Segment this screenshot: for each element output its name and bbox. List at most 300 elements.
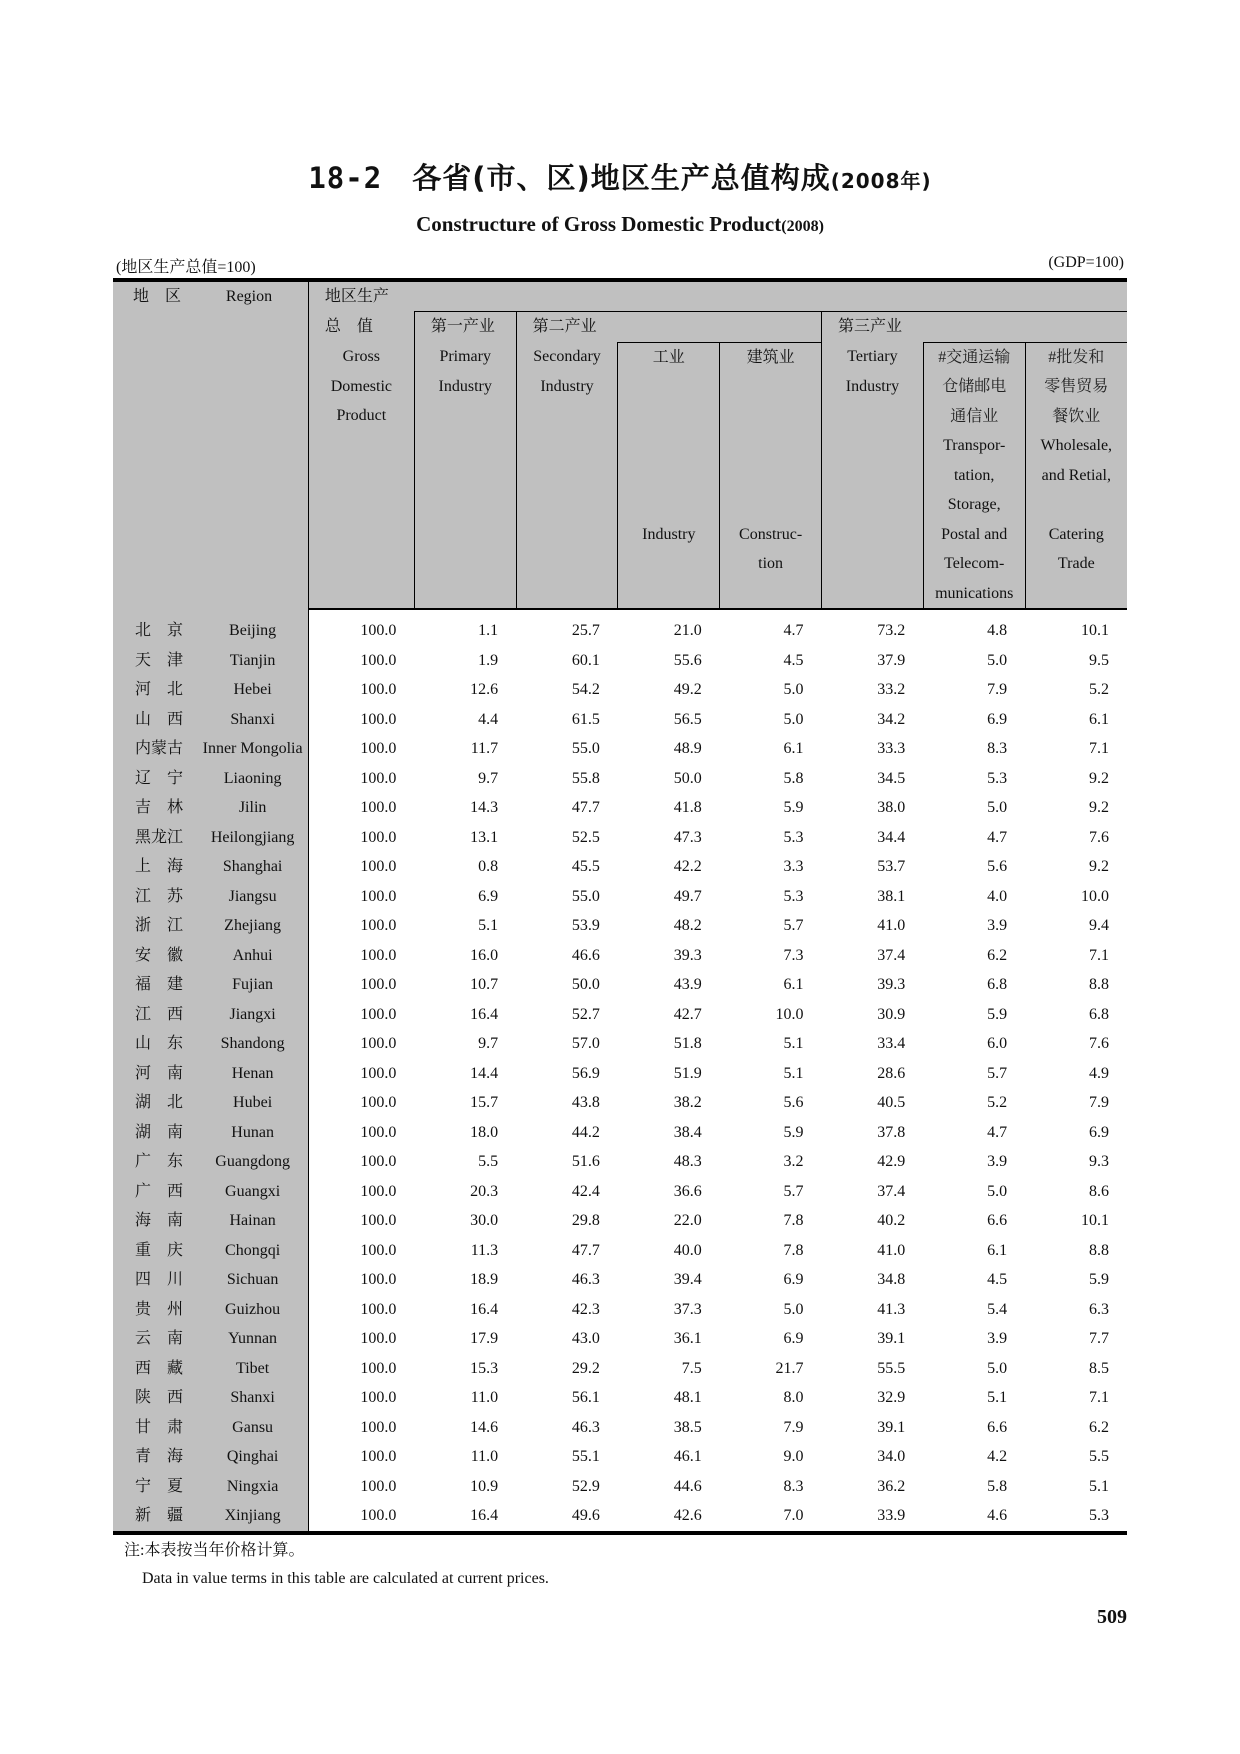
value-cell: 7.7 bbox=[1089, 1330, 1109, 1347]
value-cell: 40.0 bbox=[673, 1241, 702, 1259]
value-cell: 4.5 bbox=[987, 1271, 1008, 1288]
table-row bbox=[113, 1472, 1127, 1502]
value-cell: 100.0 bbox=[360, 1035, 397, 1052]
value-cell: 30.9 bbox=[877, 1005, 906, 1023]
value-cell: 6.6 bbox=[987, 1418, 1008, 1436]
value-cell: 1.1 bbox=[478, 622, 499, 639]
table-row bbox=[113, 1059, 1127, 1089]
region-name-cn: 山 东 bbox=[113, 1029, 197, 1059]
value-cell: 8.8 bbox=[1089, 1241, 1109, 1259]
region-name-cn: 湖 北 bbox=[113, 1088, 197, 1118]
value-cell: 7.8 bbox=[783, 1212, 804, 1229]
table-row bbox=[113, 911, 1127, 941]
value-cell: 100.0 bbox=[360, 1477, 397, 1495]
value-cell: 42.9 bbox=[877, 1153, 906, 1170]
value-cell: 42.4 bbox=[571, 1182, 600, 1200]
value-cell: 100.0 bbox=[360, 946, 397, 964]
value-cell: 25.7 bbox=[571, 622, 600, 639]
value-cell: 7.5 bbox=[681, 1359, 702, 1377]
trade-cn-1: #批发和 bbox=[1048, 348, 1105, 366]
footnote-en: Data in value terms in this table are calculated at current prices. bbox=[142, 1570, 549, 1587]
industry-header-en: Industry bbox=[642, 525, 696, 543]
value-cell: 1.9 bbox=[478, 651, 499, 669]
value-cell: 37.9 bbox=[877, 651, 906, 669]
region-name-en: Liaoning bbox=[197, 764, 308, 794]
value-cell: 36.2 bbox=[877, 1477, 906, 1495]
value-cell: 55.6 bbox=[673, 651, 702, 669]
value-cell: 100.0 bbox=[360, 1418, 397, 1436]
value-cell: 49.2 bbox=[673, 681, 702, 698]
gdp-header-cn-1: 地区生产 bbox=[308, 280, 414, 312]
value-cell: 4.8 bbox=[987, 622, 1008, 639]
value-cell: 100.0 bbox=[360, 710, 397, 728]
value-cell: 3.9 bbox=[987, 917, 1008, 934]
value-cell: 9.0 bbox=[783, 1448, 804, 1465]
value-cell: 11.0 bbox=[470, 1448, 499, 1465]
value-cell: 100.0 bbox=[308, 1501, 414, 1533]
region-name-en: Ningxia bbox=[197, 1472, 308, 1502]
table-row bbox=[113, 970, 1127, 1000]
value-cell: 6.1 bbox=[1089, 710, 1109, 728]
value-cell: 5.9 bbox=[783, 799, 804, 816]
tertiary-en-2: Industry bbox=[845, 377, 900, 395]
value-cell: 10.0 bbox=[775, 1005, 804, 1023]
value-cell: 100.0 bbox=[360, 799, 397, 816]
value-cell: 100.0 bbox=[360, 1271, 397, 1288]
value-cell: 100.0 bbox=[360, 1005, 397, 1023]
region-name-cn: 新 疆 bbox=[113, 1501, 197, 1533]
value-cell: 53.7 bbox=[877, 858, 906, 875]
value-cell: 12.6 bbox=[470, 681, 499, 698]
value-cell: 38.1 bbox=[877, 887, 906, 905]
value-cell: 7.9 bbox=[987, 681, 1008, 698]
value-cell: 100.0 bbox=[360, 1389, 397, 1406]
region-name-en: Tibet bbox=[197, 1354, 308, 1384]
trade-en-4: Catering bbox=[1048, 525, 1104, 543]
table-row bbox=[113, 1177, 1127, 1207]
value-cell: 7.1 bbox=[1089, 740, 1109, 757]
table-row bbox=[113, 1324, 1127, 1354]
table-row bbox=[113, 1265, 1127, 1295]
transport-en-4: Postal and bbox=[941, 525, 1008, 543]
region-name-cn: 江 苏 bbox=[113, 882, 197, 912]
value-cell: 8.6 bbox=[1089, 1182, 1109, 1200]
value-cell: 5.7 bbox=[783, 917, 804, 934]
region-name-cn: 广 西 bbox=[113, 1177, 197, 1207]
value-cell: 5.0 bbox=[783, 710, 804, 728]
value-cell: 40.5 bbox=[877, 1094, 906, 1111]
value-cell: 100.0 bbox=[360, 1359, 397, 1377]
value-cell: 32.9 bbox=[877, 1389, 906, 1406]
tertiary-en-1: Tertiary bbox=[847, 348, 898, 365]
value-cell: 0.8 bbox=[478, 858, 499, 875]
value-cell: 5.1 bbox=[987, 1389, 1008, 1406]
value-cell: 55.0 bbox=[571, 740, 600, 757]
value-cell: 5.9 bbox=[1089, 1271, 1109, 1288]
title-cn-text: 各省(市、区)地区生产总值构成 bbox=[412, 161, 831, 195]
value-cell: 33.2 bbox=[877, 681, 906, 698]
region-name-en: Zhejiang bbox=[197, 911, 308, 941]
region-name-en: Hubei bbox=[197, 1088, 308, 1118]
value-cell: 7.0 bbox=[720, 1501, 822, 1533]
region-name-en: Guangxi bbox=[197, 1177, 308, 1207]
value-cell: 42.7 bbox=[673, 1005, 702, 1023]
region-name-en: Jiangxi bbox=[197, 1000, 308, 1030]
region-name-cn: 安 徽 bbox=[113, 941, 197, 971]
secondary-en-1: Secondary bbox=[533, 348, 601, 365]
region-name-cn: 江 西 bbox=[113, 1000, 197, 1030]
value-cell: 48.2 bbox=[673, 917, 702, 934]
value-cell: 18.9 bbox=[470, 1271, 499, 1288]
value-cell: 9.7 bbox=[478, 1035, 499, 1052]
region-name-en: Sichuan bbox=[197, 1265, 308, 1295]
table-row bbox=[113, 1236, 1127, 1266]
value-cell: 9.7 bbox=[478, 769, 499, 787]
value-cell: 4.7 bbox=[987, 1123, 1008, 1141]
value-cell: 7.3 bbox=[783, 946, 804, 964]
value-cell: 7.8 bbox=[783, 1241, 804, 1259]
value-cell: 17.9 bbox=[470, 1330, 499, 1347]
value-cell: 4.0 bbox=[987, 887, 1008, 905]
value-cell: 41.8 bbox=[673, 799, 702, 816]
value-cell: 52.5 bbox=[571, 828, 600, 846]
table-row bbox=[113, 793, 1127, 823]
value-cell: 30.0 bbox=[470, 1212, 499, 1229]
region-name-en: Heilongjiang bbox=[197, 823, 308, 853]
value-cell: 50.0 bbox=[673, 769, 702, 787]
table-row bbox=[113, 1029, 1127, 1059]
value-cell: 53.9 bbox=[571, 917, 600, 934]
value-cell: 5.0 bbox=[987, 651, 1008, 669]
value-cell: 56.1 bbox=[571, 1389, 600, 1406]
value-cell: 7.1 bbox=[1089, 946, 1109, 964]
value-cell: 100.0 bbox=[360, 858, 397, 875]
value-cell: 5.0 bbox=[987, 1182, 1008, 1200]
primary-header-cn: 第一产业 bbox=[414, 312, 516, 343]
value-cell: 16.4 bbox=[470, 1005, 499, 1023]
value-cell: 48.9 bbox=[673, 740, 702, 757]
transport-en-6: munications bbox=[935, 584, 1014, 602]
value-cell: 6.2 bbox=[987, 946, 1008, 964]
region-name-en: Xinjiang bbox=[197, 1501, 308, 1533]
title-en-text: Constructure of Gross Domestic Product bbox=[416, 212, 782, 236]
value-cell: 42.6 bbox=[618, 1501, 720, 1533]
value-cell: 5.9 bbox=[783, 1123, 804, 1141]
region-name-en: Guangdong bbox=[197, 1147, 308, 1177]
table-row bbox=[113, 941, 1127, 971]
value-cell: 7.9 bbox=[783, 1418, 804, 1436]
value-cell: 41.0 bbox=[877, 917, 906, 934]
value-cell: 37.8 bbox=[877, 1123, 906, 1141]
value-cell: 6.8 bbox=[1089, 1005, 1109, 1023]
value-cell: 38.5 bbox=[673, 1418, 702, 1436]
region-name-cn: 黑龙江 bbox=[113, 823, 197, 853]
value-cell: 5.3 bbox=[783, 887, 804, 905]
region-name-cn: 内蒙古 bbox=[113, 734, 197, 764]
table-row bbox=[113, 1118, 1127, 1148]
table-body bbox=[113, 609, 1127, 1533]
value-cell: 15.7 bbox=[470, 1094, 499, 1111]
value-cell: 5.0 bbox=[987, 1359, 1008, 1377]
table-row bbox=[113, 1501, 1127, 1533]
value-cell: 14.4 bbox=[470, 1064, 499, 1082]
value-cell: 100.0 bbox=[360, 1123, 397, 1141]
gdp-en-1: Gross bbox=[342, 348, 381, 365]
table-row bbox=[113, 1147, 1127, 1177]
region-name-cn: 重 庆 bbox=[113, 1236, 197, 1266]
value-cell: 51.6 bbox=[571, 1153, 600, 1170]
region-name-en: Fujian bbox=[197, 970, 308, 1000]
value-cell: 21.0 bbox=[673, 622, 702, 639]
value-cell: 20.3 bbox=[470, 1182, 499, 1200]
transport-en-2: tation, bbox=[953, 466, 995, 484]
transport-en-3: Storage, bbox=[947, 496, 1001, 513]
value-cell: 56.9 bbox=[571, 1064, 600, 1082]
value-cell: 55.8 bbox=[571, 769, 600, 787]
value-cell: 37.4 bbox=[877, 1182, 906, 1200]
value-cell: 6.1 bbox=[783, 740, 804, 757]
value-cell: 10.9 bbox=[470, 1477, 499, 1495]
value-cell: 5.8 bbox=[783, 769, 804, 787]
value-cell: 7.9 bbox=[1089, 1094, 1109, 1111]
value-cell: 100.0 bbox=[360, 622, 397, 639]
value-cell: 7.1 bbox=[1089, 1389, 1109, 1406]
value-cell: 55.0 bbox=[571, 887, 600, 905]
value-cell: 39.4 bbox=[673, 1271, 702, 1288]
value-cell: 5.0 bbox=[987, 799, 1008, 816]
value-cell: 4.7 bbox=[783, 622, 804, 639]
value-cell: 5.6 bbox=[783, 1094, 804, 1111]
value-cell: 49.7 bbox=[673, 887, 702, 905]
region-name-en: Shanghai bbox=[197, 852, 308, 882]
value-cell: 5.1 bbox=[478, 917, 499, 934]
unit-note-cn: (地区生产总值=100) bbox=[116, 259, 256, 276]
value-cell: 36.6 bbox=[673, 1182, 702, 1200]
transport-en-5: Telecom- bbox=[944, 555, 1005, 572]
value-cell: 47.7 bbox=[571, 799, 600, 816]
value-cell: 6.2 bbox=[1089, 1418, 1109, 1436]
value-cell: 38.2 bbox=[673, 1094, 702, 1111]
industry-header-cn: 工业 bbox=[652, 348, 685, 366]
value-cell: 45.5 bbox=[571, 858, 600, 875]
transport-en-1: Transpor- bbox=[943, 437, 1006, 454]
value-cell: 43.8 bbox=[571, 1094, 600, 1111]
transport-cn-3: 通信业 bbox=[950, 407, 999, 425]
table-row bbox=[113, 734, 1127, 764]
region-name-en: Guizhou bbox=[197, 1295, 308, 1325]
value-cell: 44.6 bbox=[673, 1477, 702, 1495]
value-cell: 52.7 bbox=[571, 1005, 600, 1023]
region-name-cn: 西 藏 bbox=[113, 1354, 197, 1384]
region-name-cn: 天 津 bbox=[113, 646, 197, 676]
primary-header-en bbox=[414, 342, 516, 609]
region-name-cn: 山 西 bbox=[113, 705, 197, 735]
trade-header bbox=[1025, 342, 1127, 609]
value-cell: 34.4 bbox=[877, 828, 906, 846]
region-name-cn: 陕 西 bbox=[113, 1383, 197, 1413]
table-row bbox=[113, 852, 1127, 882]
value-cell: 33.9 bbox=[822, 1501, 924, 1533]
value-cell: 9.2 bbox=[1089, 799, 1109, 816]
value-cell: 100.0 bbox=[360, 1241, 397, 1259]
value-cell: 15.3 bbox=[470, 1359, 499, 1377]
value-cell: 10.1 bbox=[1081, 622, 1109, 639]
value-cell: 46.1 bbox=[673, 1448, 702, 1465]
value-cell: 4.9 bbox=[1089, 1064, 1109, 1082]
value-cell: 100.0 bbox=[360, 1153, 397, 1170]
value-cell: 100.0 bbox=[360, 828, 397, 846]
unit-note-en: (GDP=100) bbox=[1048, 254, 1124, 271]
region-name-cn: 广 东 bbox=[113, 1147, 197, 1177]
value-cell: 55.1 bbox=[571, 1448, 600, 1465]
table-number: 18-2 bbox=[308, 161, 383, 195]
value-cell: 57.0 bbox=[571, 1035, 600, 1052]
header-blank bbox=[414, 280, 1127, 312]
value-cell: 18.0 bbox=[470, 1123, 499, 1141]
table-row bbox=[113, 675, 1127, 705]
value-cell: 14.3 bbox=[470, 799, 499, 816]
value-cell: 5.7 bbox=[987, 1064, 1008, 1082]
value-cell: 34.2 bbox=[877, 710, 906, 728]
region-name-cn: 福 建 bbox=[113, 970, 197, 1000]
value-cell: 41.3 bbox=[877, 1300, 906, 1318]
region-name-en: Tianjin bbox=[197, 646, 308, 676]
value-cell: 4.7 bbox=[987, 828, 1008, 846]
value-cell: 38.0 bbox=[877, 799, 906, 816]
value-cell: 38.4 bbox=[673, 1123, 702, 1141]
value-cell: 43.0 bbox=[571, 1330, 600, 1347]
value-cell: 100.0 bbox=[360, 1064, 397, 1082]
value-cell: 9.3 bbox=[1089, 1153, 1109, 1170]
value-cell: 3.9 bbox=[987, 1153, 1008, 1170]
value-cell: 100.0 bbox=[360, 917, 397, 934]
construction-header bbox=[720, 342, 822, 609]
construction-header-en bbox=[720, 520, 821, 579]
value-cell: 100.0 bbox=[360, 976, 397, 993]
region-name-en: Qinghai bbox=[197, 1442, 308, 1472]
tertiary-header-cn: 第三产业 bbox=[822, 312, 1128, 343]
region-name-cn: 贵 州 bbox=[113, 1295, 197, 1325]
construction-en-2: tion bbox=[758, 555, 784, 572]
value-cell: 39.3 bbox=[877, 976, 906, 993]
title-en-year: (2008) bbox=[781, 218, 824, 235]
value-cell: 37.3 bbox=[673, 1300, 702, 1318]
region-name-cn: 四 川 bbox=[113, 1265, 197, 1295]
value-cell: 16.4 bbox=[470, 1300, 499, 1318]
value-cell: 100.0 bbox=[360, 651, 397, 669]
gdp-header-en bbox=[308, 342, 414, 609]
region-name-en: Hainan bbox=[197, 1206, 308, 1236]
value-cell: 9.2 bbox=[1089, 769, 1109, 787]
value-cell: 100.0 bbox=[360, 1448, 397, 1465]
trade-cn-2: 零售贸易 bbox=[1044, 378, 1109, 395]
page-number: 509 bbox=[1097, 1606, 1127, 1628]
value-cell: 43.9 bbox=[673, 976, 702, 993]
value-cell: 34.8 bbox=[877, 1271, 906, 1288]
region-name-cn: 吉 林 bbox=[113, 793, 197, 823]
value-cell: 22.0 bbox=[673, 1212, 702, 1229]
value-cell: 8.0 bbox=[783, 1389, 804, 1406]
value-cell: 52.9 bbox=[571, 1477, 600, 1495]
value-cell: 37.4 bbox=[877, 946, 906, 964]
region-name-cn: 湖 南 bbox=[113, 1118, 197, 1148]
value-cell: 10.1 bbox=[1081, 1212, 1109, 1229]
value-cell: 33.4 bbox=[877, 1035, 906, 1052]
table-row bbox=[113, 882, 1127, 912]
value-cell: 6.8 bbox=[987, 976, 1008, 993]
value-cell: 39.1 bbox=[877, 1330, 906, 1347]
value-cell: 6.9 bbox=[478, 887, 499, 905]
value-cell: 34.5 bbox=[877, 769, 906, 787]
value-cell: 100.0 bbox=[360, 681, 397, 698]
gdp-en-3: Product bbox=[336, 407, 387, 424]
value-cell: 7.6 bbox=[1089, 828, 1109, 846]
value-cell: 5.2 bbox=[1089, 681, 1109, 698]
region-name-en: Hunan bbox=[197, 1118, 308, 1148]
value-cell: 29.2 bbox=[571, 1359, 600, 1377]
value-cell: 6.9 bbox=[783, 1330, 804, 1347]
value-cell: 100.0 bbox=[360, 1330, 397, 1347]
title-cn-year: (2008年) bbox=[830, 169, 932, 193]
trade-en-1: Wholesale, bbox=[1040, 437, 1113, 454]
region-name-cn: 云 南 bbox=[113, 1324, 197, 1354]
value-cell: 6.3 bbox=[1089, 1300, 1109, 1318]
value-cell: 46.3 bbox=[571, 1418, 600, 1436]
region-name-cn: 上 海 bbox=[113, 852, 197, 882]
value-cell: 6.9 bbox=[783, 1271, 804, 1288]
value-cell: 6.9 bbox=[1089, 1123, 1109, 1141]
table-row bbox=[113, 609, 1127, 646]
value-cell: 13.1 bbox=[470, 828, 499, 846]
value-cell: 56.5 bbox=[673, 710, 702, 728]
table-row bbox=[113, 764, 1127, 794]
transport-cn-1: #交通运输 bbox=[938, 348, 1011, 366]
table-row bbox=[113, 1000, 1127, 1030]
value-cell: 5.8 bbox=[987, 1477, 1008, 1495]
region-name-en: Beijing bbox=[197, 609, 308, 646]
table-row bbox=[113, 1295, 1127, 1325]
gdp-header-cn-2: 总 值 bbox=[308, 312, 414, 343]
value-cell: 100.0 bbox=[360, 769, 397, 787]
trade-cn-3: 餐饮业 bbox=[1052, 407, 1101, 425]
value-cell: 5.0 bbox=[783, 1300, 804, 1318]
value-cell: 29.8 bbox=[571, 1212, 600, 1229]
region-name-cn: 浙 江 bbox=[113, 911, 197, 941]
transport-header bbox=[923, 342, 1025, 609]
value-cell: 6.1 bbox=[987, 1241, 1008, 1259]
value-cell: 4.5 bbox=[783, 651, 804, 669]
value-cell: 46.6 bbox=[571, 946, 600, 964]
value-cell: 6.0 bbox=[987, 1035, 1008, 1052]
table-row bbox=[113, 1354, 1127, 1384]
value-cell: 55.5 bbox=[877, 1359, 906, 1377]
value-cell: 39.1 bbox=[877, 1418, 906, 1436]
region-header-en: Region bbox=[225, 288, 273, 305]
value-cell: 5.3 bbox=[987, 769, 1008, 787]
gdp-en-2: Domestic bbox=[330, 377, 393, 395]
value-cell: 8.3 bbox=[987, 740, 1008, 757]
region-name-cn: 青 海 bbox=[113, 1442, 197, 1472]
gdp-composition-table bbox=[113, 278, 1127, 1535]
region-name-en: Anhui bbox=[197, 941, 308, 971]
value-cell: 34.0 bbox=[877, 1448, 906, 1465]
value-cell: 6.1 bbox=[783, 976, 804, 993]
footnote-cn: 注:本表按当年价格计算。 bbox=[124, 1542, 305, 1559]
value-cell: 9.4 bbox=[1089, 917, 1109, 934]
table-row bbox=[113, 1383, 1127, 1413]
value-cell: 61.5 bbox=[571, 710, 600, 728]
value-cell: 49.6 bbox=[516, 1501, 618, 1533]
